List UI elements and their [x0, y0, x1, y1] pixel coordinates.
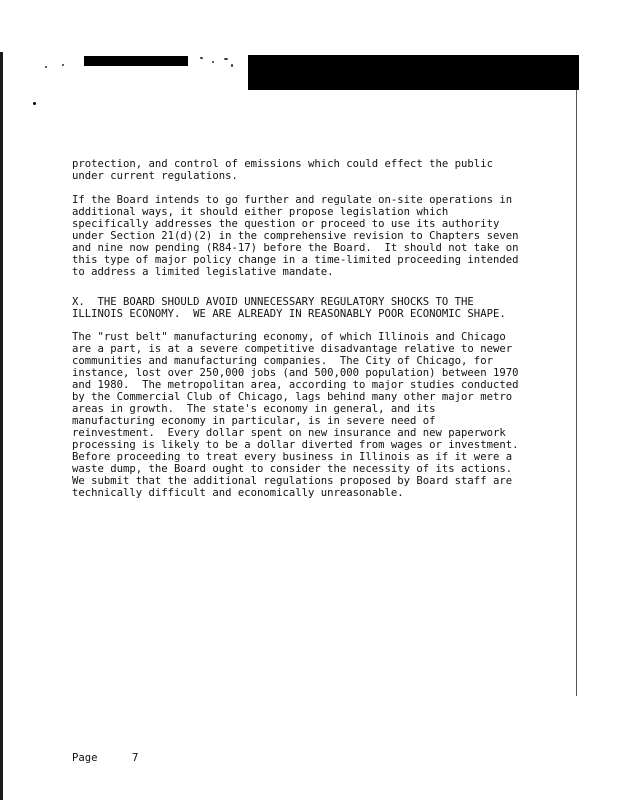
- page-label: Page: [72, 752, 98, 764]
- scan-artifact: [224, 58, 228, 60]
- continued-paragraph: protection, and control of emissions which could effect the public under current regulations.: [72, 158, 493, 182]
- rust-belt-paragraph: The "rust belt" manufacturing economy, of which Illinois and Chicago are a part, is at a severe competitive disadvantage relative to newer communities and manufacturing companies. The City of Chicago, for instance, lost over 250,000 jobs (and 500,000 population) between 1970 and 1980. The metropolitan area, according to major studies conducted by the Commercial Club of Chicago, lags behind many other major metro areas in growth. The state's economy in general, and its manufacturing economy in particular, is in severe need of reinvestment. Every dollar spent on new insurance and new paperwork processing is likely to be a dollar diverted from wages or investment. Before proceeding to treat every business in Illinois as if it were a waste dump, the Board ought to consider the necessity of its actions. We submit that the additional regulations proposed by Board staff are technically difficult and economically unreasonable.: [72, 331, 519, 499]
- scan-artifact: [200, 57, 203, 59]
- scan-right-edge: [576, 88, 577, 696]
- redaction-bar-large: [248, 55, 579, 90]
- bullet-dot: [33, 102, 36, 105]
- scan-artifact: [62, 64, 64, 66]
- scan-artifact: [231, 64, 233, 67]
- scan-artifact: [45, 66, 47, 68]
- scan-left-edge: [0, 52, 3, 800]
- scan-artifact: [212, 61, 214, 63]
- redaction-bar-small: [84, 56, 188, 66]
- section-x-heading: X. THE BOARD SHOULD AVOID UNNECESSARY REGULATORY SHOCKS TO THE ILLINOIS ECONOMY. WE ARE ALREADY IN REASONABLY POOR ECONOMIC SHAPE.: [72, 296, 506, 320]
- page-number: 7: [132, 752, 139, 764]
- board-authority-paragraph: If the Board intends to go further and regulate on-site operations in additional ways, it should either propose legislation which specifically addresses the question or proceed to use its authority under Section 21(d)(2) in the comprehensive revision to Chapters seven and nine now pending (R84-17) before the Board. It should not take on this type of major policy change in a time-limited proceeding intended to address a limited legislative mandate.: [72, 194, 519, 278]
